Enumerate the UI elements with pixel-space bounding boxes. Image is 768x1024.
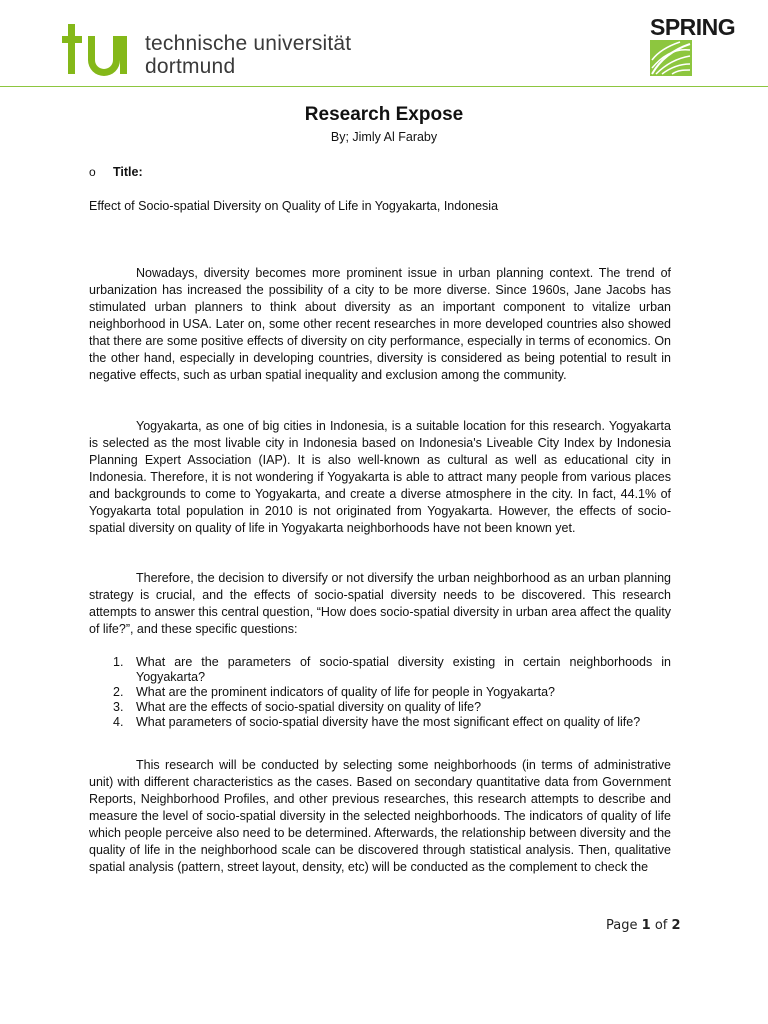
total-pages: 2 [671,918,681,933]
university-name [145,32,351,78]
list-item-text: What are the effects of socio-spatial diversity on quality of life? [136,700,482,714]
university-name-line1: technische universität [145,32,352,55]
list-item [89,655,671,685]
header-divider [0,86,768,87]
spring-logo-icon [650,40,692,76]
document-title: Research Expose [304,104,464,125]
current-page: 1 [641,918,651,933]
title-label: Title: [113,165,143,179]
list-item-text: What are the prominent indicators of quality of life for people in Yogyakarta? [136,685,556,699]
page-word: Page [606,918,638,933]
page-number [606,918,681,933]
research-questions-list [89,655,671,730]
paragraph-location: Yogyakarta, as one of big cities in Indonesia, is a suitable location for this research. Yogyakarta is selected as the most livable city in Indonesia based on Indonesia's Liveable City Index by Indonesia Planning Expert Association (IAP). It is also well-known as cultural as well as educational city in Indonesia. Therefore, it is not wondering if Yogyakarta is able to attract many people from various places and backgrounds to come to Yogyakarta, and create a diverse atmosphere in the city. In fact, 44.1% of Yogyakarta total population in 2010 is not originated from Yogyakarta. However, the effects of socio-spatial diversity on quality of life in Yogyakarta neighborhoods have not been known yet. [89,419,671,535]
list-item-number: 2. [113,685,124,699]
author-line: By; Jimly Al Faraby [330,130,438,144]
paragraph-central-question: Therefore, the decision to diversify or not diversify the urban neighborhood as an urban planning strategy is crucial, and the effects of socio-spatial diversity needs to be discovered. This research attempts to answer this central question, “How does socio-spatial diversity in urban area affect the quality of life?”, and these specific questions: [89,571,671,636]
list-item-number: 4. [113,715,124,729]
list-item-number: 1. [113,655,124,669]
list-item-text: What are the parameters of socio-spatial diversity existing in certain neighborhoods in Yogyakarta? [136,655,671,684]
list-item [89,715,671,730]
list-item-number: 3. [113,700,124,714]
list-item-text: What parameters of socio-spatial diversity have the most significant effect on quality of life? [136,715,641,729]
list-item [89,685,671,700]
university-name-line2: dortmund [145,55,236,78]
list-item [89,700,671,715]
paragraph-methodology: This research will be conducted by selecting some neighborhoods (in terms of administrative unit) with different characteristics as the cases. Based on secondary quantitative data from Government Reports, Neighborhood Profiles, and other previous researches, this research attempts to describe and measure the level of socio-spatial diversity in the selected neighborhoods. The indicators of quality of life which people perceive also need to be determined. Afterwards, the relationship between diversity and the quality of life in the neighborhood scale can be discovered through statistical analysis. Then, qualitative spatial analysis (pattern, street layout, density, etc) will be conducted as the complement to check the [89,758,671,874]
of-word: of [654,918,668,933]
paragraph-intro: Nowadays, diversity becomes more prominent issue in urban planning context. The trend of urbanization has increased the possibility of a city to be more diverse. Since 1960s, Jane Jacobs has stimulated urban planners to think about diversity as an important component to vitalize urban neighborhood in USA. Later on, some other recent researches in more developed countries also showed that there are some positive effects of diversity on city performance, especially in terms of economics. On the other hand, especially in developing countries, diversity is considered as being potential to result in negative effects, such as urban spatial inequality and exclusion among the community. [89,266,671,382]
spring-logo-text: SPRING [650,14,736,40]
research-title: Effect of Socio-spatial Diversity on Quality of Life in Yogyakarta, Indonesia [89,199,499,213]
title-bullet: o [89,165,96,179]
page-header [0,0,768,88]
tu-dortmund-logo [62,24,132,76]
